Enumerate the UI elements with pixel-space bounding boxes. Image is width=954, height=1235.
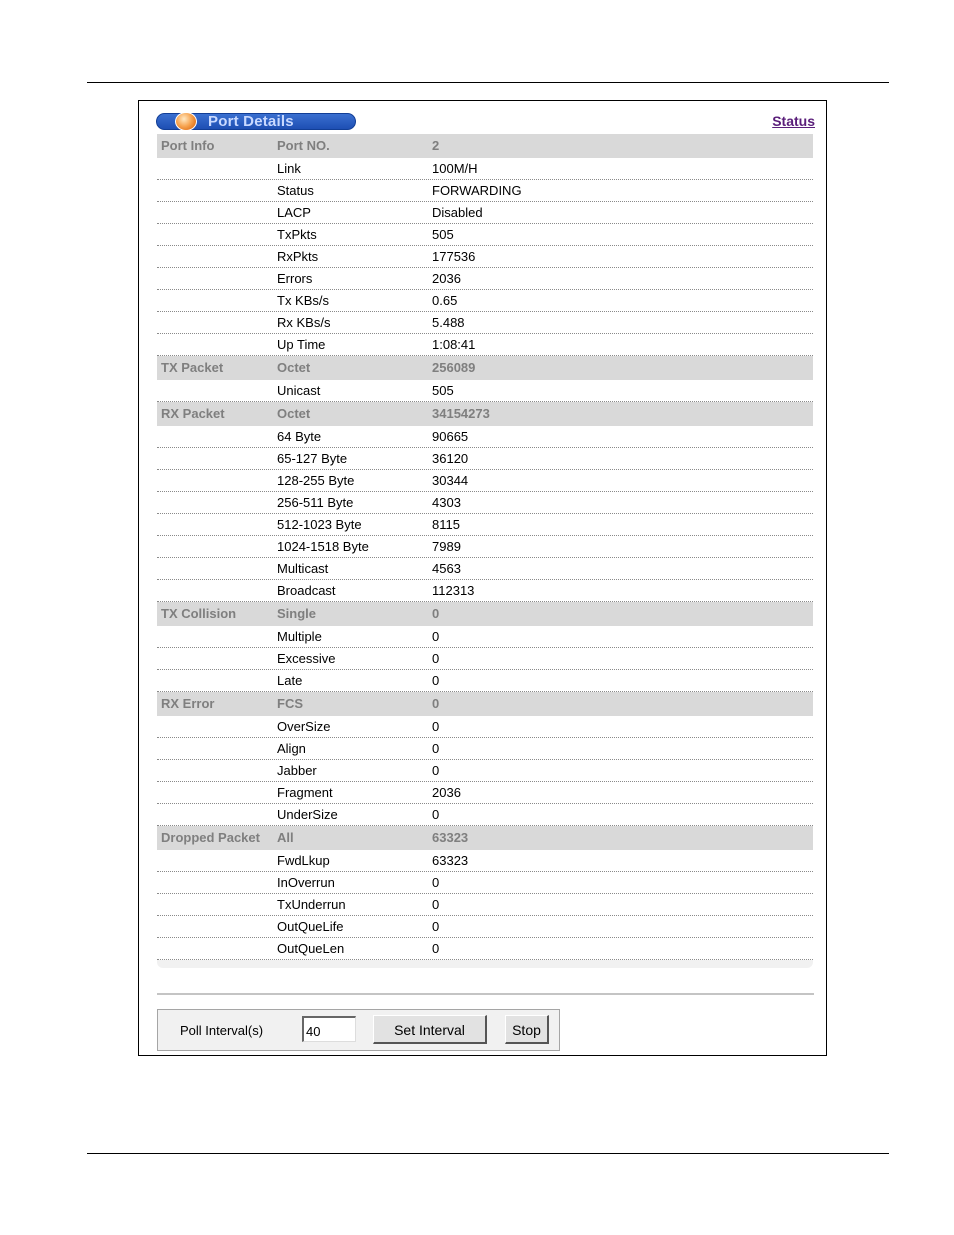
- stat-label: 256-511 Byte: [277, 495, 354, 510]
- set-interval-button[interactable]: Set Interval: [373, 1015, 487, 1044]
- stat-value: 90665: [432, 429, 469, 444]
- stop-button[interactable]: Stop: [505, 1015, 549, 1044]
- panel-title-bar: [156, 113, 356, 130]
- stat-value: 100M/H: [432, 161, 478, 176]
- panel-title: Port Details: [208, 113, 294, 130]
- section-header-row: [157, 356, 813, 380]
- stat-label: InOverrun: [277, 875, 335, 890]
- stat-label: Single: [277, 606, 317, 621]
- stat-value: 36120: [432, 451, 469, 466]
- section-header-row: [157, 134, 813, 158]
- stat-label: Multiple: [277, 629, 322, 644]
- table-row: [157, 426, 813, 448]
- stat-label: FCS: [277, 696, 303, 711]
- stat-value: 63323: [432, 853, 469, 868]
- stat-label: OverSize: [277, 719, 331, 734]
- stat-value: 4563: [432, 561, 461, 576]
- table-row: [157, 580, 813, 602]
- table-row: [157, 246, 813, 268]
- stat-value: 177536: [432, 249, 476, 264]
- stat-value: 0: [432, 673, 440, 688]
- stat-label: Errors: [277, 271, 313, 286]
- stat-label: FwdLkup: [277, 853, 330, 868]
- stat-value: 0: [432, 606, 440, 621]
- stat-value: Disabled: [432, 205, 483, 220]
- stat-value: 2: [432, 138, 440, 153]
- table-row: [157, 380, 813, 402]
- stat-label: Late: [277, 673, 303, 688]
- table-row: [157, 648, 813, 670]
- stat-label: Up Time: [277, 337, 326, 352]
- port-details-panel: [138, 100, 827, 1056]
- stat-label: OutQueLife: [277, 919, 344, 934]
- stat-label: All: [277, 830, 294, 845]
- table-row: [157, 448, 813, 470]
- table-row: [157, 670, 813, 692]
- stat-label: 1024-1518 Byte: [277, 539, 369, 554]
- table-row: [157, 312, 813, 334]
- table-row: [157, 850, 813, 872]
- poll-interval-input[interactable]: [302, 1016, 356, 1042]
- stat-value: 2036: [432, 271, 461, 286]
- table-row: [157, 782, 813, 804]
- section-name: RX Error: [161, 696, 215, 711]
- stat-value: 1:08:41: [432, 337, 476, 352]
- section-name: Dropped Packet: [161, 830, 260, 845]
- status-link[interactable]: Status: [772, 113, 815, 129]
- stat-label: Tx KBs/s: [277, 293, 330, 308]
- stat-value: 0: [432, 651, 440, 666]
- page-bottom-rule: [87, 1153, 889, 1154]
- stat-value: 0: [432, 763, 440, 778]
- stat-label: TxUnderrun: [277, 897, 346, 912]
- stat-label: Rx KBs/s: [277, 315, 331, 330]
- stat-value: 505: [432, 383, 454, 398]
- stat-label: Multicast: [277, 561, 329, 576]
- section-name: RX Packet: [161, 406, 225, 421]
- stat-value: 0: [432, 741, 440, 756]
- stat-label: Port NO.: [277, 138, 330, 153]
- stat-label: Octet: [277, 360, 311, 375]
- stat-value: 2036: [432, 785, 461, 800]
- stat-label: 65-127 Byte: [277, 451, 348, 466]
- table-row: [157, 514, 813, 536]
- section-header-row: [157, 402, 813, 426]
- stat-value: 63323: [432, 830, 469, 845]
- stat-value: 7989: [432, 539, 461, 554]
- stat-label: Excessive: [277, 651, 336, 666]
- section-header-row: [157, 692, 813, 716]
- stat-label: LACP: [277, 205, 311, 220]
- table-row: [157, 290, 813, 312]
- table-row: [157, 938, 813, 960]
- stat-label: UnderSize: [277, 807, 338, 822]
- stat-label: Jabber: [277, 763, 317, 778]
- stat-value: 0: [432, 875, 440, 890]
- table-row: [157, 224, 813, 246]
- section-name: TX Packet: [161, 360, 224, 375]
- poll-interval-label: Poll Interval(s): [180, 1023, 264, 1038]
- table-row: [157, 716, 813, 738]
- section-name: Port Info: [161, 138, 215, 153]
- table-row: [157, 626, 813, 648]
- table-row: [157, 536, 813, 558]
- table-row: [157, 916, 813, 938]
- stat-label: Octet: [277, 406, 311, 421]
- table-row: [157, 760, 813, 782]
- stat-label: 512-1023 Byte: [277, 517, 362, 532]
- stat-value: 0: [432, 807, 440, 822]
- stat-label: 64 Byte: [277, 429, 322, 444]
- stat-label: RxPkts: [277, 249, 319, 264]
- stat-value: 30344: [432, 473, 469, 488]
- table-row: [157, 180, 813, 202]
- page-top-rule: [87, 82, 889, 83]
- port-stats-table: [157, 134, 813, 968]
- table-row: [157, 202, 813, 224]
- table-row: [157, 470, 813, 492]
- section-name: TX Collision: [161, 606, 237, 621]
- stat-label: Align: [277, 741, 306, 756]
- table-row: [157, 804, 813, 826]
- section-header-row: [157, 602, 813, 626]
- poll-interval-bar: [157, 1009, 560, 1051]
- stat-value: 5.488: [432, 315, 465, 330]
- table-row: [157, 492, 813, 514]
- stat-label: Link: [277, 161, 301, 176]
- stat-label: OutQueLen: [277, 941, 345, 956]
- stat-value: 505: [432, 227, 454, 242]
- stat-value: 256089: [432, 360, 476, 375]
- table-row: [157, 872, 813, 894]
- stat-value: 0: [432, 897, 440, 912]
- stat-label: Fragment: [277, 785, 333, 800]
- table-row: [157, 894, 813, 916]
- stat-label: Status: [277, 183, 314, 198]
- section-divider: [157, 993, 814, 995]
- stat-value: 8115: [432, 517, 460, 532]
- section-header-row: [157, 826, 813, 850]
- stat-value: 0: [432, 941, 440, 956]
- stat-value: 0: [432, 696, 440, 711]
- stat-value: 0: [432, 629, 440, 644]
- stat-label: Unicast: [277, 383, 321, 398]
- stat-label: 128-255 Byte: [277, 473, 355, 488]
- stat-value: 0.65: [432, 293, 458, 308]
- stat-value: 0: [432, 719, 440, 734]
- stat-value: 0: [432, 919, 440, 934]
- table-row: [157, 334, 813, 356]
- stat-label: TxPkts: [277, 227, 317, 242]
- stat-value: 4303: [432, 495, 461, 510]
- table-row: [157, 738, 813, 760]
- stat-value: 34154273: [432, 406, 490, 421]
- stat-label: Broadcast: [277, 583, 336, 598]
- stat-value: FORWARDING: [432, 183, 522, 198]
- stat-value: 112313: [432, 583, 475, 598]
- table-row: [157, 268, 813, 290]
- table-row: [157, 558, 813, 580]
- table-row: [157, 158, 813, 180]
- orb-icon: [175, 112, 197, 131]
